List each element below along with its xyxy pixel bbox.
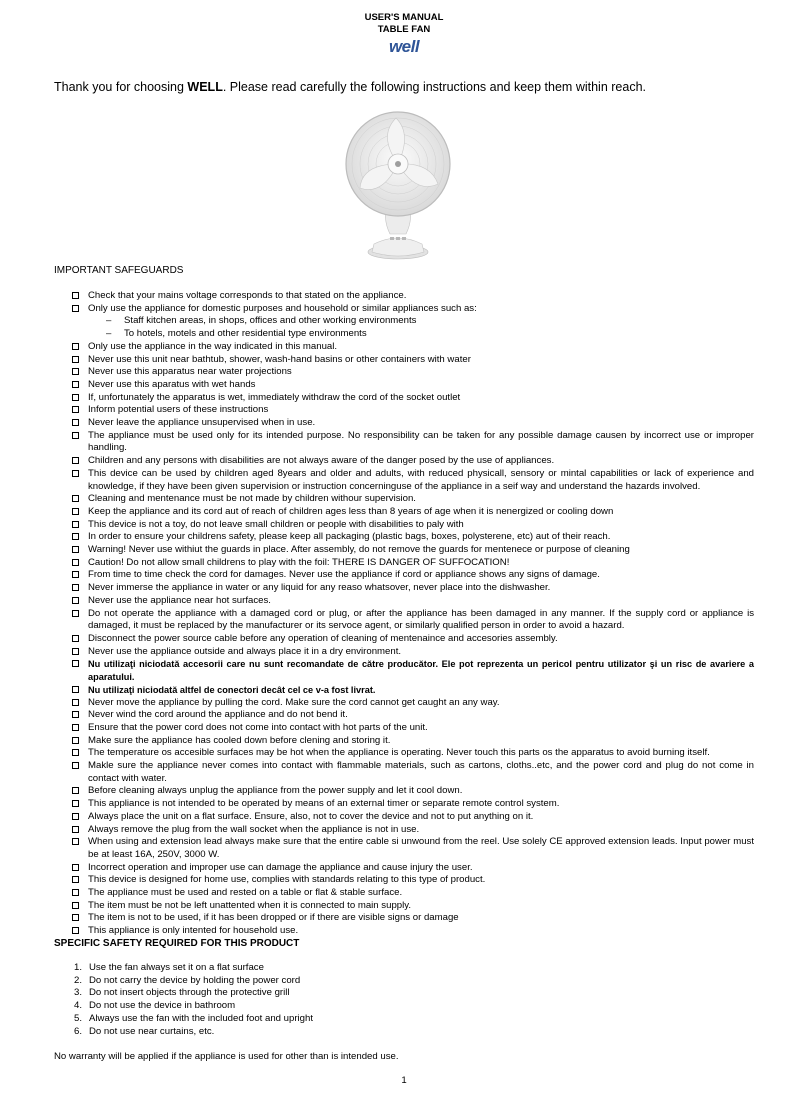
safeguard-item [72, 557, 754, 570]
safeguards-title: IMPORTANT SAFEGUARDS [54, 265, 184, 276]
checkbox-bullet-icon [72, 521, 79, 528]
safeguard-item [72, 392, 754, 405]
checkbox-bullet-icon [72, 305, 79, 312]
checkbox-bullet-icon [72, 394, 79, 401]
safeguard-item [72, 595, 754, 608]
safeguard-item [72, 569, 754, 582]
specific-text: Always use the fan with the included foot and upright [89, 1012, 313, 1024]
safeguard-item [72, 760, 754, 785]
checkbox-bullet-icon [72, 876, 79, 883]
safeguard-text: Never use the appliance outside and always place it in a dry environment. [88, 645, 402, 657]
safeguard-text: Staff kitchen areas, in shops, offices and other working environments [124, 315, 417, 327]
checkbox-bullet-icon [72, 864, 79, 871]
checkbox-bullet-icon [72, 343, 79, 350]
safeguard-text: Disconnect the power source cable before any operation of cleaning of mentenaince and accesories assembly. [88, 632, 558, 644]
checkbox-bullet-icon [72, 648, 79, 655]
safeguard-item [72, 519, 754, 532]
checkbox-bullet-icon [72, 610, 79, 617]
safeguards-list [72, 290, 754, 938]
safeguard-text: This appliance is only intented for household use. [88, 925, 299, 937]
safeguard-item [72, 303, 754, 316]
safeguard-text: Never move the appliance by pulling the cord. Make sure the cord cannot get caught an any way. [88, 696, 500, 708]
brand-logo: well [388, 37, 420, 56]
safeguard-text: This device is not a toy, do not leave small children or people with disabilities to paly with [88, 518, 464, 530]
specific-safety-list [66, 962, 313, 1038]
safeguard-item [72, 404, 754, 417]
safeguard-item [72, 697, 754, 710]
specific-text: Do not use the device in bathroom [89, 1000, 236, 1012]
safeguard-text: The item is not to be used, if it has been dropped or if there are visible signs or damage [88, 912, 459, 924]
safeguard-text: Never use this unit near bathtub, shower, wash-hand basins or other containers with water [88, 353, 471, 365]
checkbox-bullet-icon [72, 635, 79, 642]
specific-text: Use the fan always set it on a flat surface [89, 962, 264, 973]
safeguard-text: Before cleaning always unplug the appliance from the power supply and let it cool down. [88, 785, 463, 797]
checkbox-bullet-icon [72, 559, 79, 566]
product-title: TABLE FAN [377, 24, 431, 35]
checkbox-bullet-icon [72, 533, 79, 540]
item-number: 1. [73, 962, 82, 973]
safeguard-text: This device can be used by children aged 8years and older and adults, with reduced physicall, sensory or mintal capabilities or lack of experience and knowledge, if they have been given supervision or instruction concerninguse of the appliance in a seif way and understand the hazards involved. [88, 467, 754, 492]
safeguard-text: Never wind the cord around the appliance and do not bend it. [88, 709, 348, 721]
checkbox-bullet-icon [72, 787, 79, 794]
safeguard-item [72, 785, 754, 798]
checkbox-bullet-icon [72, 419, 79, 426]
safeguard-text: Never use the appliance near hot surfaces. [88, 594, 271, 606]
safeguard-item [72, 290, 754, 303]
safeguard-item [72, 925, 754, 938]
safeguard-item [72, 531, 754, 544]
safeguard-text: Never leave the appliance unsupervised when in use. [88, 417, 316, 429]
safeguard-text: Never immerse the appliance in water or any liquid for any reaso whatsover, never place into the dishwasher. [88, 582, 551, 594]
checkbox-bullet-icon [72, 724, 79, 731]
safeguard-item [72, 684, 754, 697]
checkbox-bullet-icon [72, 889, 79, 896]
safeguard-text: Caution! Do not allow small childrens to play with the foil: THERE IS DANGER OF SUFFOCATION! [88, 556, 510, 568]
item-number: 2. [73, 974, 82, 986]
specific-text: Do not use near curtains, etc. [89, 1025, 215, 1037]
intro-paragraph [54, 80, 646, 94]
safeguard-text: The temperature os accesible surfaces may be hot when the appliance is operating. Never touch this parts os the apparatus to avoid burning itself. [88, 747, 710, 759]
safeguard-text: Always place the unit on a flat surface. Ensure, also, not to cover the device and not to put anything on it. [88, 810, 534, 822]
safeguard-text: This appliance is not intended to be operated by means of an external timer or separate remote control system. [88, 798, 560, 810]
checkbox-bullet-icon [72, 813, 79, 820]
safeguard-item [72, 379, 754, 392]
checkbox-bullet-icon [72, 914, 79, 921]
intro-text-start: Thank you for choosing [54, 80, 188, 94]
specific-item [66, 1026, 313, 1039]
checkbox-bullet-icon [72, 546, 79, 553]
safeguard-text: Inform potential users of these instructions [88, 404, 269, 416]
safeguard-item [72, 824, 754, 837]
checkbox-bullet-icon [72, 432, 79, 439]
safeguard-text: To hotels, motels and other residential type environments [124, 328, 367, 340]
checkbox-bullet-icon [72, 457, 79, 464]
checkbox-bullet-icon [72, 826, 79, 833]
safeguard-item [72, 468, 754, 493]
document-header [0, 12, 808, 57]
safeguard-item [72, 544, 754, 557]
safeguard-item [72, 874, 754, 887]
safeguard-item [72, 811, 754, 824]
safeguard-item [72, 887, 754, 900]
safeguard-item [72, 366, 754, 379]
safeguard-text: Nu utilizaţi niciodată accesorii care nu sunt recomandate de către producător. Ele pot reprezenta un pericol pentru utilizator şi un risc de avariere a aparatului. [88, 659, 754, 683]
checkbox-bullet-icon [72, 597, 79, 604]
dash-bullet: – [106, 328, 112, 340]
safeguard-text: The appliance must be used and rested on a table or flat & stable surface. [88, 887, 403, 899]
safeguard-item [72, 900, 754, 913]
safeguard-text: Do not operate the appliance with a damaged cord or plug, or after the appliance has been damaged in any manner. If the supply cord or appliance is damaged, it must be replaced by the manufacturer or its servoce agent, or similarly qualified person in order to avoid a hazard. [88, 607, 754, 632]
safeguard-text: Never use this aparatus with wet hands [88, 378, 256, 390]
safeguard-item [72, 493, 754, 506]
checkbox-bullet-icon [72, 495, 79, 502]
safeguard-item [72, 455, 754, 468]
checkbox-bullet-icon [72, 749, 79, 756]
checkbox-bullet-icon [72, 470, 79, 477]
safeguard-item [72, 646, 754, 659]
checkbox-bullet-icon [72, 368, 79, 375]
safeguard-text: Children and any persons with disabilities are not always aware of the danger posed by the use of appliances. [88, 455, 555, 467]
checkbox-bullet-icon [72, 902, 79, 909]
intro-brand: WELL [187, 80, 223, 94]
item-number: 4. [73, 1000, 82, 1012]
safeguard-item [72, 582, 754, 595]
checkbox-bullet-icon [72, 686, 79, 693]
safeguard-text: The item must be not be left unattented when it is connected to main supply. [88, 899, 411, 911]
safeguard-item [72, 798, 754, 811]
safeguard-item [72, 722, 754, 735]
safeguard-text: Never use this apparatus near water projections [88, 366, 292, 378]
specific-safety-title: SPECIFIC SAFETY REQUIRED FOR THIS PRODUCT [54, 938, 300, 949]
safeguard-text: Incorrect operation and improper use can damage the appliance and cause injury the user. [88, 861, 473, 873]
safeguard-item [72, 354, 754, 367]
checkbox-bullet-icon [72, 800, 79, 807]
checkbox-bullet-icon [72, 927, 79, 934]
safeguard-text: Cleaning and mentenance must be not made by children withour supervision. [88, 493, 416, 505]
specific-item [66, 1000, 313, 1013]
safeguard-item [72, 912, 754, 925]
safeguard-item [72, 328, 754, 341]
safeguard-text: Only use the appliance in the way indicated in this manual. [88, 340, 338, 352]
safeguard-text: From time to time check the cord for damages. Never use the appliance if cord or appliance shows any signs of damage. [88, 569, 600, 581]
checkbox-bullet-icon [72, 292, 79, 299]
checkbox-bullet-icon [72, 356, 79, 363]
safeguard-text: If, unfortunately the apparatus is wet, immediately withdraw the cord of the socket outlet [88, 391, 461, 403]
safeguard-item [72, 417, 754, 430]
item-number: 5. [73, 1012, 82, 1024]
item-number: 3. [73, 987, 82, 999]
safeguard-text: Make sure the appliance has cooled down before clening and storing it. [88, 734, 391, 746]
safeguard-item [72, 633, 754, 646]
safeguard-item [72, 735, 754, 748]
checkbox-bullet-icon [72, 762, 79, 769]
safeguard-text: Makle sure the appliance never comes into contact with flammable materials, such as cartons, cloths..etc, and the power cord and plug do not come in contact with water. [88, 760, 754, 784]
safeguard-text: Nu utilizaţi niciodată altfel de conectori decât cel ce v-a fost livrat. [88, 684, 376, 695]
page-number: 1 [401, 1075, 407, 1086]
safeguard-item [72, 506, 754, 519]
safeguard-item [72, 658, 754, 683]
checkbox-bullet-icon [72, 660, 79, 667]
checkbox-bullet-icon [72, 381, 79, 388]
specific-item [66, 962, 313, 975]
specific-text: Do not carry the device by holding the power cord [89, 974, 301, 986]
safeguard-text: Warning! Never use withiut the guards in place. After assembly, do not remove the guards for mentenece or purpose of cleaning [88, 544, 630, 556]
checkbox-bullet-icon [72, 699, 79, 706]
safeguard-item [72, 836, 754, 861]
safeguard-text: Check that your mains voltage corresponds to that stated on the appliance. [88, 290, 407, 301]
safeguard-text: Ensure that the power cord does not come into contact with hot parts of the unit. [88, 721, 428, 733]
safeguard-item [72, 315, 754, 328]
safeguard-text: Keep the appliance and its cord aut of reach of children ages less than 8 years of age when it is nenergized or cooling down [88, 505, 614, 517]
safeguard-text: Only use the appliance for domestic purposes and household or similar appliances such as: [88, 302, 477, 314]
safeguard-text: In order to ensure your childrens safety, please keep all packaging (plastic bags, boxes, polysterene, etc) aut of their reach. [88, 531, 611, 543]
table-fan-image [338, 106, 458, 262]
dash-bullet: – [106, 315, 112, 327]
checkbox-bullet-icon [72, 838, 79, 845]
warranty-note: No warranty will be applied if the appliance is used for other than is intended use. [54, 1051, 399, 1062]
specific-item [66, 1013, 313, 1026]
safeguard-item [72, 747, 754, 760]
safeguard-text: The appliance must be used only for its intended purpose. No responsibility can be taken for any possible damage causen by incorrect use or improper handling. [88, 429, 754, 454]
checkbox-bullet-icon [72, 406, 79, 413]
safeguard-item [72, 341, 754, 354]
specific-item [66, 987, 313, 1000]
checkbox-bullet-icon [72, 711, 79, 718]
safeguard-item [72, 709, 754, 722]
specific-item [66, 975, 313, 988]
checkbox-bullet-icon [72, 737, 79, 744]
checkbox-bullet-icon [72, 571, 79, 578]
safeguard-item [72, 608, 754, 633]
checkbox-bullet-icon [72, 508, 79, 515]
safeguard-text: This device is designed for home use, complies with standards relating to this type of product. [88, 874, 486, 886]
safeguard-text: Always remove the plug from the wall socket when the appliance is not in use. [88, 823, 420, 835]
safeguard-item [72, 430, 754, 455]
checkbox-bullet-icon [72, 584, 79, 591]
item-number: 6. [73, 1025, 82, 1037]
safeguard-text: When using and extension lead always make sure that the entire cable si unwound from the reel. Use solely CE approved extension leads. Input power must be at least 16A, 250V, 3000 W. [88, 836, 754, 860]
manual-title: USER'S MANUAL [364, 12, 444, 23]
intro-text-end: . Please read carefully the following instructions and keep them within reach. [222, 80, 646, 94]
specific-text: Do not insert objects through the protective grill [89, 987, 290, 999]
safeguard-item [72, 862, 754, 875]
